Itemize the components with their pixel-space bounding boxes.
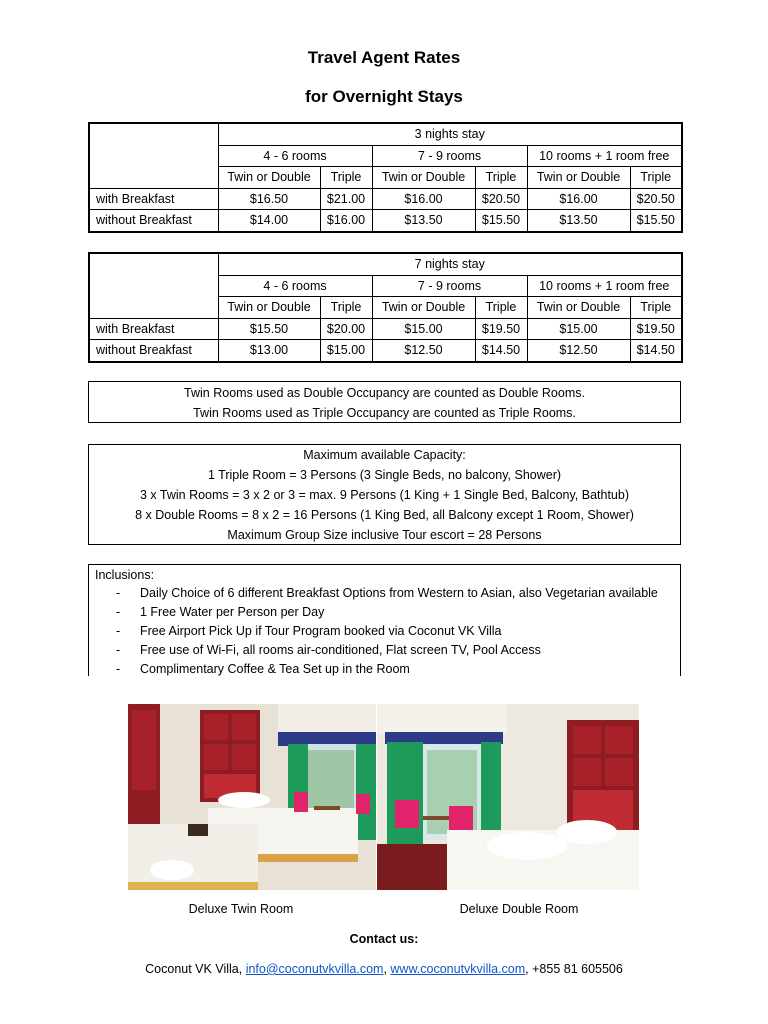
capacity-heading: Maximum available Capacity: [303,448,466,462]
row-label: without Breakfast [89,340,218,362]
group-header: 10 rooms + 1 room free [527,145,682,167]
rates-table-3-nights [88,122,683,233]
corner-cell [89,123,218,188]
corner-cell [89,253,218,318]
rate-cell: $20.50 [475,188,527,210]
bullet-dash: - [116,662,121,676]
occupancy-note-line: Twin Rooms used as Double Occupancy are counted as Double Rooms. [184,386,585,400]
inclusion-text: Complimentary Coffee & Tea Set up in the Room [140,662,410,676]
inclusions-box [88,564,681,676]
inclusion-text: Free Airport Pick Up if Tour Program booked via Coconut VK Villa [140,624,502,638]
group-header: 7 - 9 rooms [372,275,527,297]
contact-phone: , +855 81 605506 [525,962,623,976]
group-header: 4 - 6 rooms [218,275,372,297]
list-item [89,584,680,603]
row-label: with Breakfast [89,318,218,340]
bullet-dash: - [116,643,121,657]
inclusions-heading: Inclusions: [95,568,155,582]
room-type-header: Triple [475,167,527,189]
capacity-line: 8 x Double Rooms = 8 x 2 = 16 Persons (1 King Bed, all Balcony except 1 Room, Shower) [135,508,634,522]
room-type-header: Triple [630,297,682,319]
stay-header: 7 nights stay [218,253,682,275]
row-label: without Breakfast [89,210,218,232]
rate-cell: $16.50 [218,188,320,210]
email-link[interactable]: info@coconutvkvilla.com [245,962,384,976]
stay-header: 3 nights stay [218,123,682,145]
inclusion-text: 1 Free Water per Person per Day [140,605,325,619]
room-type-header: Twin or Double [372,167,475,189]
table-row [89,340,682,362]
rate-cell: $15.00 [527,318,630,340]
rate-cell: $14.00 [218,210,320,232]
rate-cell: $14.50 [475,340,527,362]
rate-cell: $14.50 [630,340,682,362]
list-item [89,622,680,641]
room-type-header: Twin or Double [218,297,320,319]
rate-cell: $16.00 [527,188,630,210]
rate-cell: $13.00 [218,340,320,362]
bullet-dash: - [116,586,121,600]
page-title: Travel Agent Rates [307,48,461,67]
group-header: 4 - 6 rooms [218,145,372,167]
contact-separator: , [383,962,387,976]
rate-cell: $15.50 [475,210,527,232]
table-row [89,210,682,232]
occupancy-note-line: Twin Rooms used as Triple Occupancy are counted as Triple Rooms. [193,406,576,420]
rate-cell: $15.00 [320,340,372,362]
room-type-header: Twin or Double [527,167,630,189]
rate-cell: $19.50 [630,318,682,340]
rate-cell: $12.50 [527,340,630,362]
contact-name: Coconut VK Villa, [145,962,243,976]
page-subtitle: for Overnight Stays [305,87,463,106]
website-link[interactable]: www.coconutvkvilla.com [390,962,526,976]
capacity-box [88,444,681,545]
rate-cell: $20.00 [320,318,372,340]
contact-heading: Contact us: [349,932,419,946]
room-type-header: Triple [475,297,527,319]
rates-table-7-nights [88,252,683,363]
bullet-dash: - [116,624,121,638]
table-row [89,188,682,210]
inclusion-text: Free use of Wi-Fi, all rooms air-conditioned, Flat screen TV, Pool Access [140,643,541,657]
table-row [89,318,682,340]
rate-cell: $15.00 [372,318,475,340]
occupancy-note-box [88,381,681,423]
rate-cell: $13.50 [527,210,630,232]
rate-cell: $16.00 [372,188,475,210]
room-type-header: Twin or Double [372,297,475,319]
room-type-header: Twin or Double [218,167,320,189]
rate-cell: $12.50 [372,340,475,362]
rate-cell: $13.50 [372,210,475,232]
inclusions-list [89,584,680,676]
group-header: 7 - 9 rooms [372,145,527,167]
rate-cell: $15.50 [218,318,320,340]
room-type-header: Triple [320,297,372,319]
double-room-caption: Deluxe Double Room [459,902,579,916]
group-header: 10 rooms + 1 room free [527,275,682,297]
list-item [89,660,680,676]
list-item [89,641,680,660]
list-item [89,603,680,622]
contact-line [0,962,768,976]
bullet-dash: - [116,605,121,619]
rate-cell: $21.00 [320,188,372,210]
rate-cell: $15.50 [630,210,682,232]
deluxe-twin-room-photo [128,704,376,890]
rate-cell: $19.50 [475,318,527,340]
row-label: with Breakfast [89,188,218,210]
inclusion-text: Daily Choice of 6 different Breakfast Options from Western to Asian, also Vegetarian available [140,586,658,600]
room-type-header: Twin or Double [527,297,630,319]
rate-cell: $16.00 [320,210,372,232]
twin-room-caption: Deluxe Twin Room [188,902,294,916]
deluxe-double-room-photo [377,704,639,890]
capacity-line: 3 x Twin Rooms = 3 x 2 or 3 = max. 9 Persons (1 King + 1 Single Bed, Balcony, Bathtub) [139,488,630,502]
room-type-header: Triple [320,167,372,189]
room-type-header: Triple [630,167,682,189]
capacity-line: Maximum Group Size inclusive Tour escort = 28 Persons [227,528,542,542]
rate-cell: $20.50 [630,188,682,210]
capacity-line: 1 Triple Room = 3 Persons (3 Single Beds, no balcony, Shower) [207,468,562,482]
